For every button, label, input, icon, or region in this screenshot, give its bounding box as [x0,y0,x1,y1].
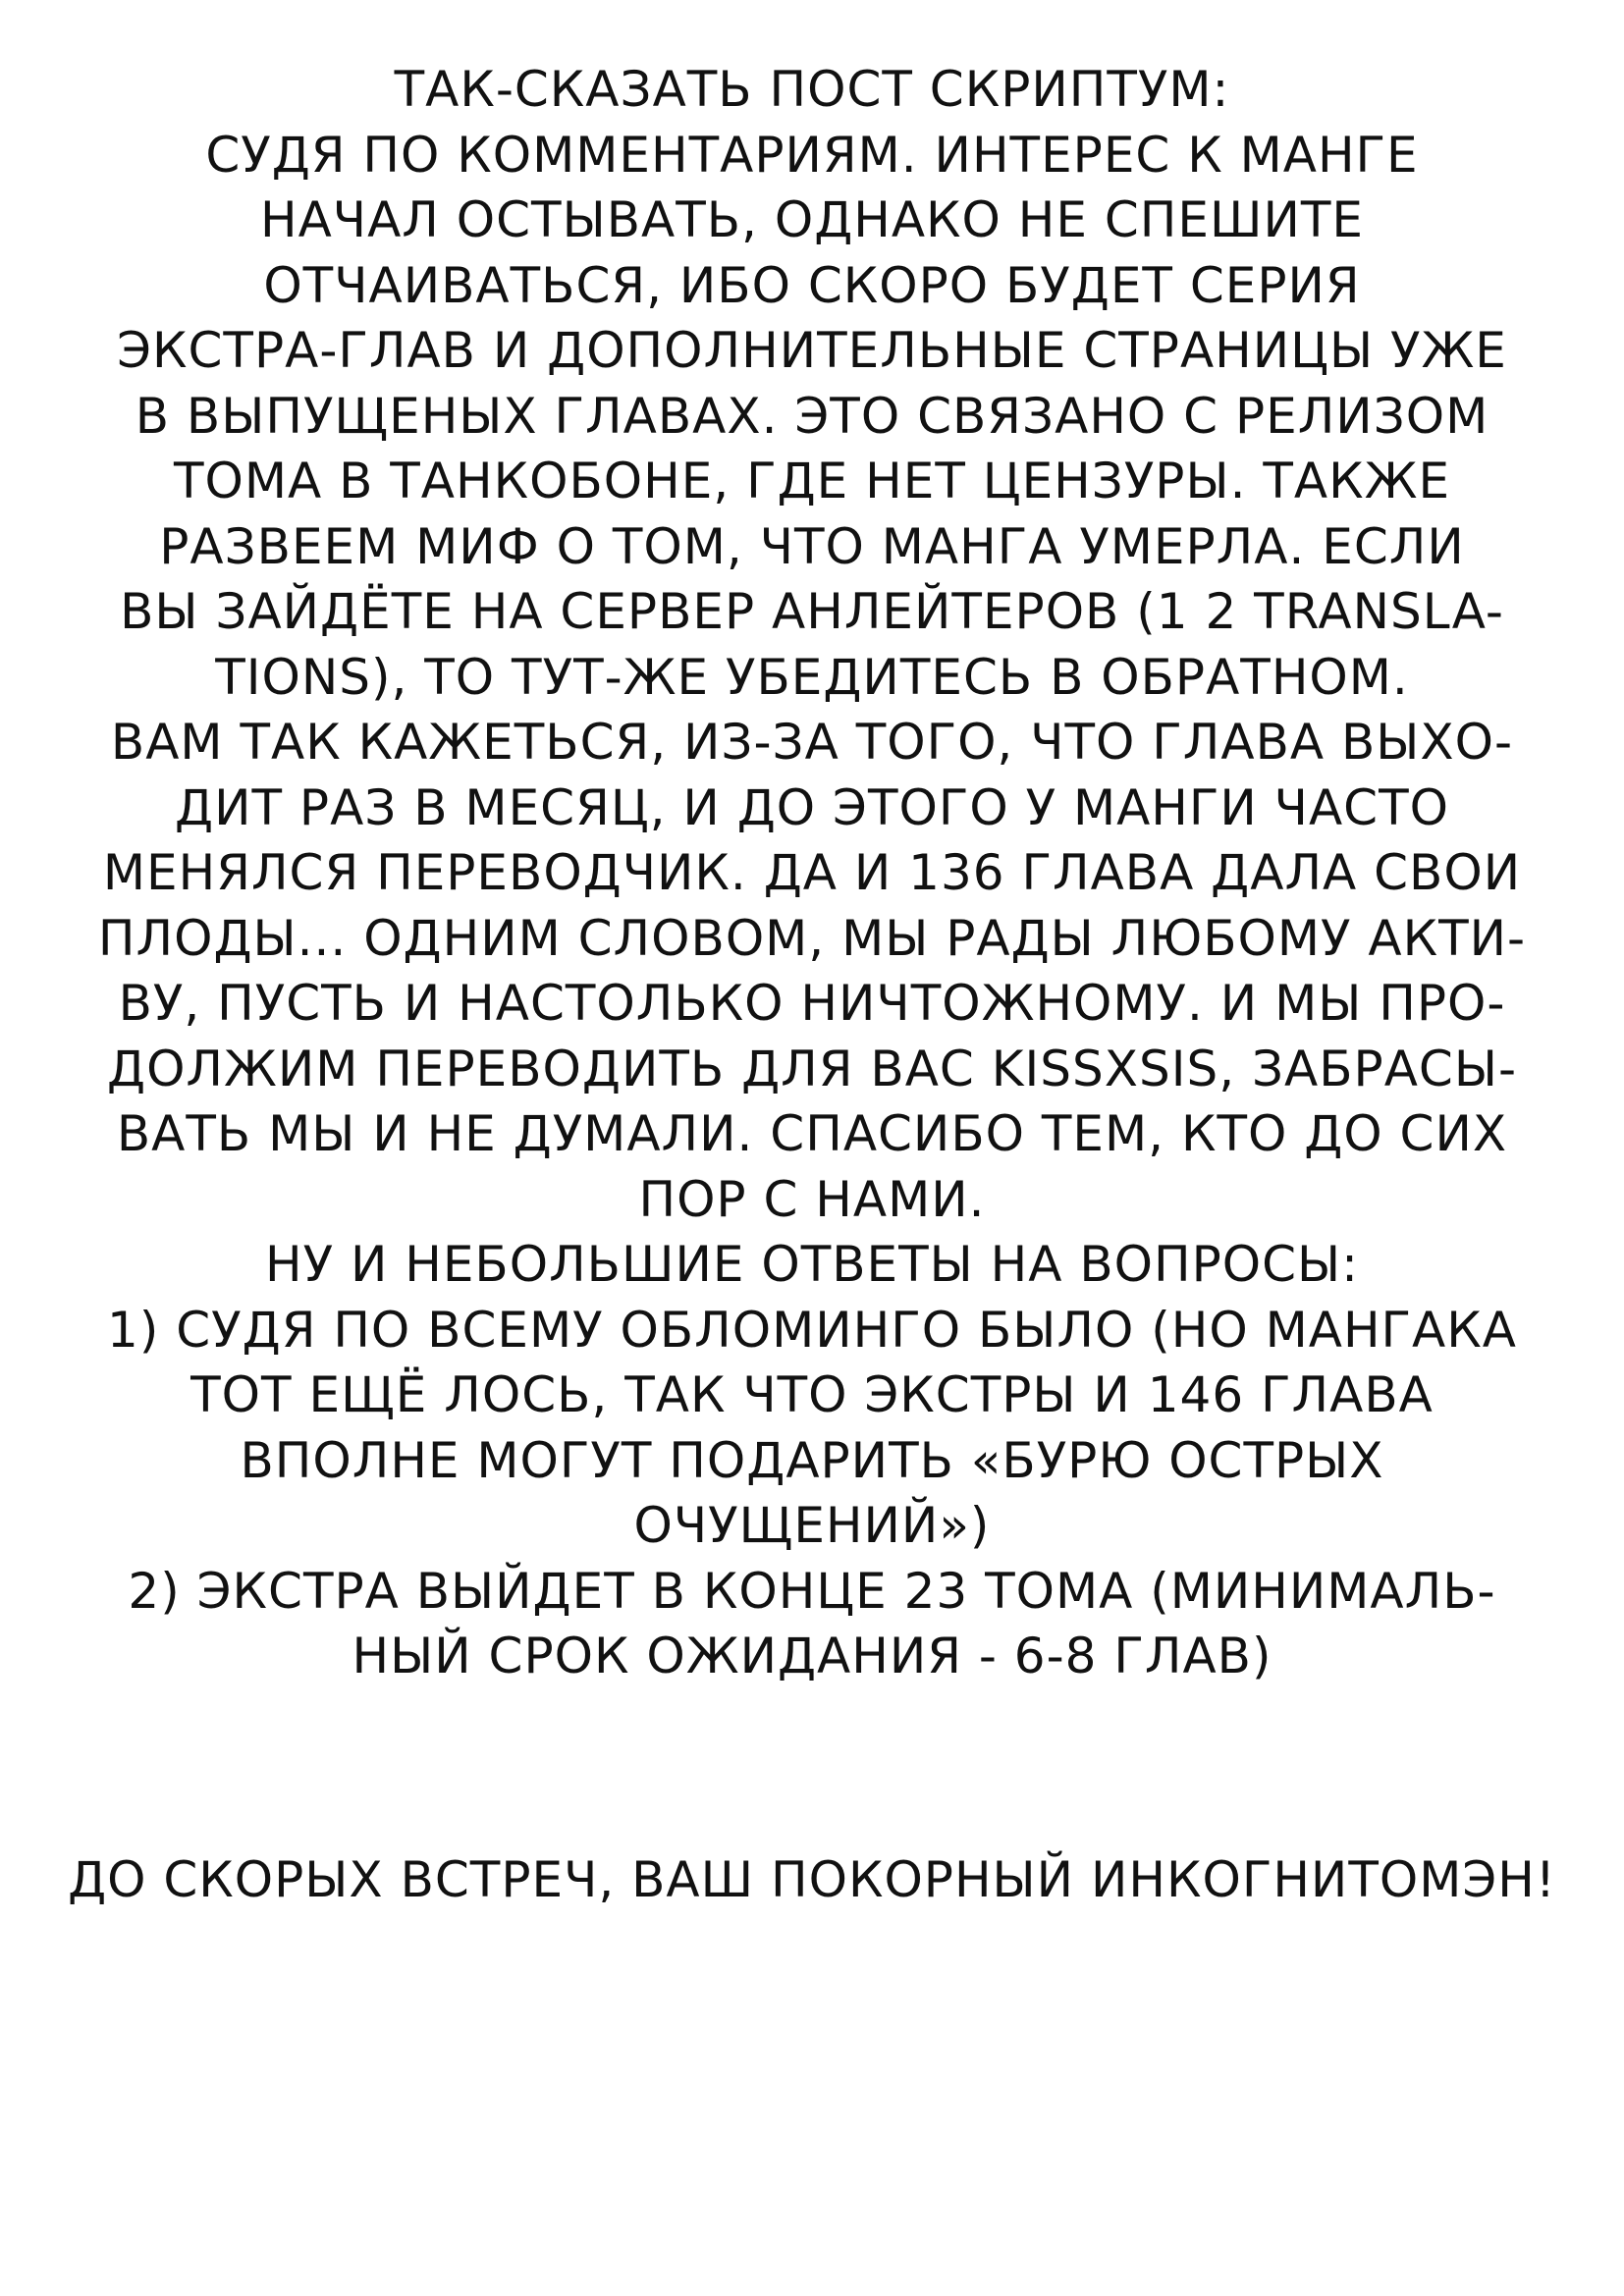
qa-heading: НУ И НЕБОЛЬШИЕ ОТВЕТЫ НА ВОПРОСЫ: [264,1236,1360,1293]
note-line: ПЛОДЫ... ОДНИМ СЛОВОМ, МЫ РАДЫ ЛЮБОМУ АКТИ- [97,909,1527,967]
note-line: ОТЧАИВАТЬСЯ, ИБО СКОРО БУДЕТ СЕРИЯ [263,256,1361,314]
note-line: МЕНЯЛСЯ ПЕРЕВОДЧИК. ДА И 136 ГЛАВА ДАЛА СВОИ [102,844,1522,901]
note-line: ДОЛЖИМ ПЕРЕВОДИТЬ ДЛЯ ВАС KISSXSIS, ЗАБРАСЫ- [107,1040,1517,1097]
qa-answer-line: НЫЙ СРОК ОЖИДАНИЯ - 6-8 ГЛАВ) [352,1628,1272,1684]
note-line: ПОР С НАМИ. [638,1170,986,1228]
qa-answer-line: 2) ЭКСТРА ВЫЙДЕТ В КОНЦЕ 23 ТОМА (МИНИМАЛЬ- [128,1562,1496,1620]
qa-answer-line: ВПОЛНЕ МОГУТ ПОДАРИТЬ «БУРЮ ОСТРЫХ [240,1431,1384,1489]
qa-answer-line: 1) СУДЯ ПО ВСЕМУ ОБЛОМИНГО БЫЛО (НО МАНГАКА [107,1301,1517,1359]
note-line: ДИТ РАЗ В МЕСЯЦ, И ДО ЭТОГО У МАНГИ ЧАСТО [175,778,1449,836]
note-line: ВУ, ПУСТЬ И НАСТОЛЬКО НИЧТОЖНОМУ. И МЫ ПРО- [118,975,1506,1032]
note-line: ВАМ ТАК КАЖЕТЬСЯ, ИЗ-ЗА ТОГО, ЧТО ГЛАВА ВЫХО- [110,714,1514,771]
note-line: ВЫ ЗАЙДЁТЕ НА СЕРВЕР АНЛЕЙТЕРОВ (1 2 TRANSLA- [120,583,1504,640]
note-line: ВАТЬ МЫ И НЕ ДУМАЛИ. СПАСИБО ТЕМ, КТО ДО СИХ [116,1105,1508,1162]
note-line: ЭКСТРА-ГЛАВ И ДОПОЛНИТЕЛЬНЫЕ СТРАНИЦЫ УЖЕ [117,322,1507,379]
note-line: СУДЯ ПО КОММЕНТАРИЯМ. ИНТЕРЕС К МАНГЕ [205,126,1419,184]
note-line: В ВЫПУЩЕНЫХ ГЛАВАХ. ЭТО СВЯЗАНО С РЕЛИЗОМ [135,387,1489,445]
note-line: ТОМА В ТАНКОБОНЕ, ГДЕ НЕТ ЦЕНЗУРЫ. ТАКЖЕ [173,453,1451,509]
note-line: TIONS), ТО ТУТ-ЖЕ УБЕДИТЕСЬ В ОБРАТНОМ. [215,648,1409,706]
note-line-heading: ТАК-СКАЗАТЬ ПОСТ СКРИПТУМ: [394,61,1230,118]
note-line: РАЗВЕЕМ МИФ О ТОМ, ЧТО МАНГА УМЕРЛА. ЕСЛИ [159,517,1465,575]
note-line: НАЧАЛ ОСТЫВАТЬ, ОДНАКО НЕ СПЕШИТЕ [260,191,1364,248]
translator-note [0,57,1624,1689]
qa-answer-line: ОЧУЩЕНИЙ») [633,1497,991,1554]
qa-answer-line: ТОТ ЕЩЁ ЛОСЬ, ТАК ЧТО ЭКСТРЫ И 146 ГЛАВА [190,1366,1434,1423]
closing-signoff: ДО СКОРЫХ ВСТРЕЧ, ВАШ ПОКОРНЫЙ ИНКОГНИТОМЭН! [68,1851,1556,1908]
